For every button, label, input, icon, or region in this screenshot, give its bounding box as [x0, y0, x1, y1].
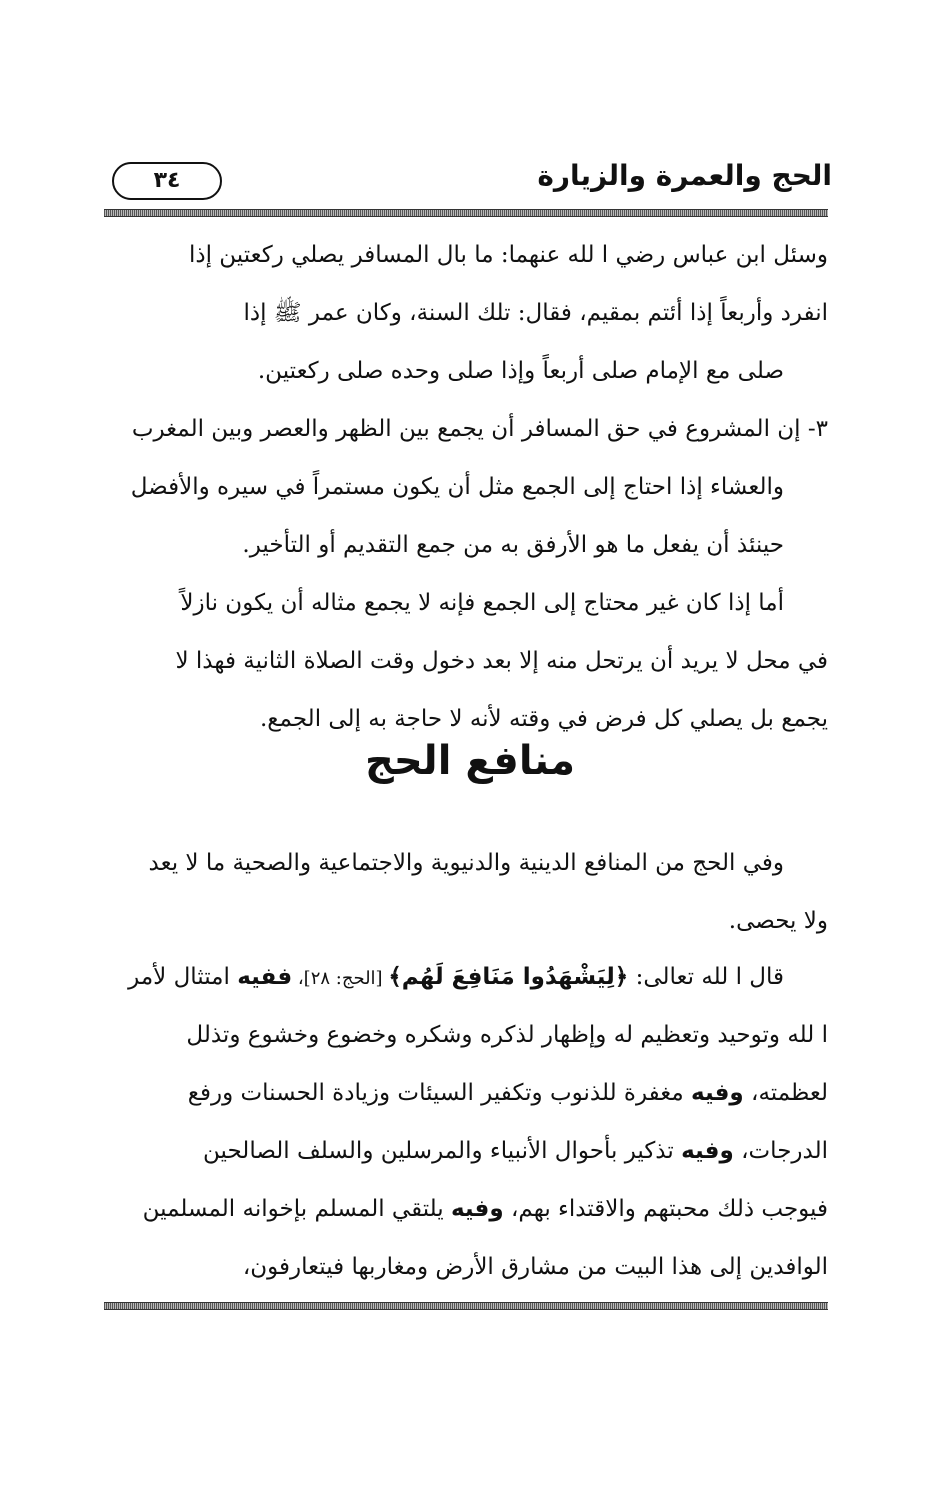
bold-term: وفيه	[450, 1196, 504, 1222]
text-run: الدرجات،	[733, 1138, 828, 1164]
text-line: صلى مع الإمام صلى أربعاً وإذا صلى وحده صلى ركعتين.	[257, 358, 784, 384]
book-title: الحج والعمرة والزيارة	[537, 159, 832, 192]
text-line	[110, 1122, 828, 1180]
text-line: ٣- إن المشروع في حق المسافر أن يجمع بين الظهر والعصر وبين المغرب	[131, 416, 828, 442]
bold-term: وفيه	[681, 1138, 734, 1164]
text-run: لعظمته،	[743, 1080, 828, 1106]
text-line: ا لله وتوحيد وتعظيم له وإظهار لذكره وشكره وخضوع وخشوع وتذلل	[186, 1022, 828, 1048]
footer-divider	[104, 1302, 828, 1310]
verse-reference: [الحج: ٢٨]،	[292, 968, 389, 989]
page-number: ٣٤	[112, 162, 222, 200]
text-line	[110, 1180, 828, 1238]
text-line: الوافدين إلى هذا البيت من مشارق الأرض ومغاربها فيتعارفون،	[242, 1254, 828, 1280]
text-run: امتثال لأمر	[128, 964, 238, 990]
text-run: يلتقي المسلم بإخوانه المسلمين	[142, 1196, 451, 1222]
text-line: ولا يحصى.	[728, 908, 828, 934]
text-line: أما إذا كان غير محتاج إلى الجمع فإنه لا يجمع مثاله أن يكون نازلاً	[180, 590, 784, 616]
text-line: في محل لا يريد أن يرتحل منه إلا بعد دخول وقت الصلاة الثانية فهذا لا	[175, 648, 828, 674]
text-line: انفرد وأربعاً إذا أئتم بمقيم، فقال: تلك السنة، وكان عمر ﷺ إذا	[243, 300, 828, 326]
text-block-benefits-intro	[110, 834, 828, 950]
bold-term: ففيه	[237, 964, 293, 990]
text-run: قال ا لله تعالى:	[628, 964, 784, 990]
text-run: فيوجب ذلك محبتهم والاقتداء بهم،	[503, 1196, 828, 1222]
text-block-benefits	[110, 948, 828, 1296]
quran-verse: ﴿لِيَشْهَدُوا مَنَافِعَ لَهُم﴾	[388, 964, 629, 990]
text-line: والعشاء إذا احتاج إلى الجمع مثل أن يكون مستمراً في سيره والأفضل	[130, 474, 784, 500]
page-header	[108, 150, 832, 208]
text-run: مغفرة للذنوب وتكفير السيئات وزيادة الحسنات ورفع	[187, 1080, 692, 1106]
text-line: وفي الحج من المنافع الدينية والدنيوية والاجتماعية والصحية ما لا يعد	[148, 850, 784, 876]
text-run: تذكير بأحوال الأنبياء والمرسلين والسلف الصالحين	[203, 1138, 682, 1164]
section-heading: منافع الحج	[365, 738, 575, 784]
text-line: حينئذ أن يفعل ما هو الأرفق به من جمع التقديم أو التأخير.	[242, 532, 784, 558]
text-line: وسئل ابن عباس رضي ا لله عنهما: ما بال المسافر يصلي ركعتين إذا	[188, 242, 828, 268]
text-line: يجمع بل يصلي كل فرض في وقته لأنه لا حاجة به إلى الجمع.	[259, 706, 828, 732]
text-line	[110, 1064, 828, 1122]
header-divider	[104, 209, 828, 217]
text-line	[110, 948, 828, 1006]
bold-term: وفيه	[691, 1080, 744, 1106]
text-block-travel-prayer	[110, 226, 828, 748]
